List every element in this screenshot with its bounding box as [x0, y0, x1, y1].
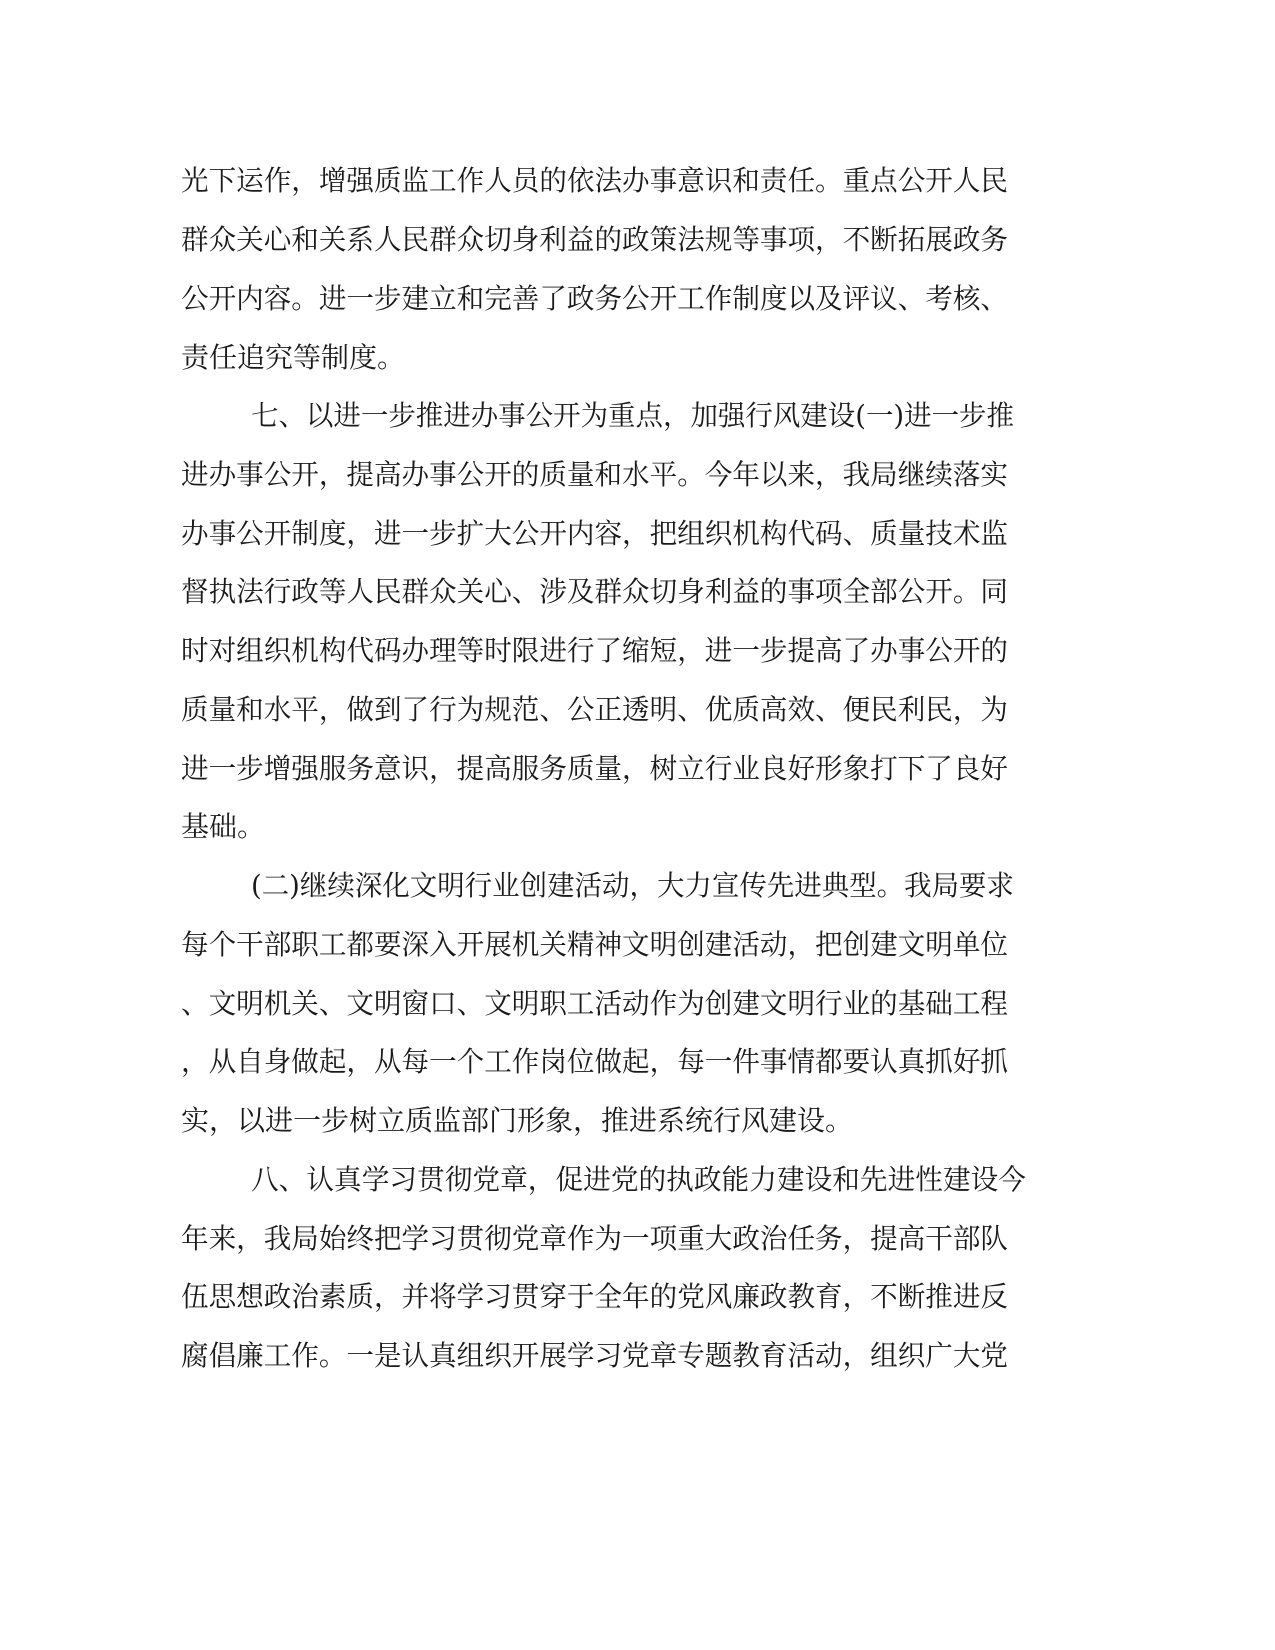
- text-line: (二)继续深化文明行业创建活动，大力宣传先进典型。我局要求: [251, 869, 1014, 902]
- text-line: 年来，我局始终把学习贯彻党章作为一项重大政治任务，提高干部队: [181, 1222, 1008, 1255]
- text-line: 伍思想政治素质，并将学习贯穿于全年的党风廉政教育，不断推进反: [181, 1280, 1008, 1313]
- text-line: 基础。: [181, 810, 266, 843]
- text-line: 群众关心和关系人民群众切身利益的政策法规等事项，不断拓展政务: [181, 223, 1008, 256]
- text-line: 进一步增强服务意识，提高服务质量，树立行业良好形象打下了良好: [181, 752, 1008, 785]
- text-line: 、文明机关、文明窗口、文明职工活动作为创建文明行业的基础工程: [181, 987, 1008, 1020]
- text-line: 责任追究等制度。: [181, 341, 406, 374]
- text-line: 七、以进一步推进办事公开为重点，加强行风建设(一)进一步推: [251, 399, 1014, 432]
- text-line: 进办事公开，提高办事公开的质量和水平。今年以来，我局继续落实: [181, 458, 1008, 491]
- text-line: 八、认真学习贯彻党章，促进党的执政能力建设和先进性建设今: [251, 1163, 1026, 1196]
- text-line: 督执法行政等人民群众关心、涉及群众切身利益的事项全部公开。同: [181, 575, 1008, 608]
- text-line: 办事公开制度，进一步扩大公开内容，把组织机构代码、质量技术监: [181, 517, 1008, 550]
- text-line: 时对组织机构代码办理等时限进行了缩短，进一步提高了办事公开的: [181, 634, 1008, 667]
- text-line: 光下运作，增强质监工作人员的依法办事意识和责任。重点公开人民: [181, 164, 1008, 197]
- text-line: ，从自身做起，从每一个工作岗位做起，每一件事情都要认真抓好抓: [181, 1045, 1008, 1078]
- text-line: 质量和水平，做到了行为规范、公正透明、优质高效、便民利民，为: [181, 693, 1008, 726]
- text-line: 每个干部职工都要深入开展机关精神文明创建活动，把创建文明单位: [181, 928, 1008, 961]
- text-line: 实，以进一步树立质监部门形象，推进系统行风建设。: [181, 1104, 854, 1137]
- text-line: 公开内容。进一步建立和完善了政务公开工作制度以及评议、考核、: [181, 282, 1008, 315]
- text-line: 腐倡廉工作。一是认真组织开展学习党章专题教育活动，组织广大党: [181, 1339, 1008, 1372]
